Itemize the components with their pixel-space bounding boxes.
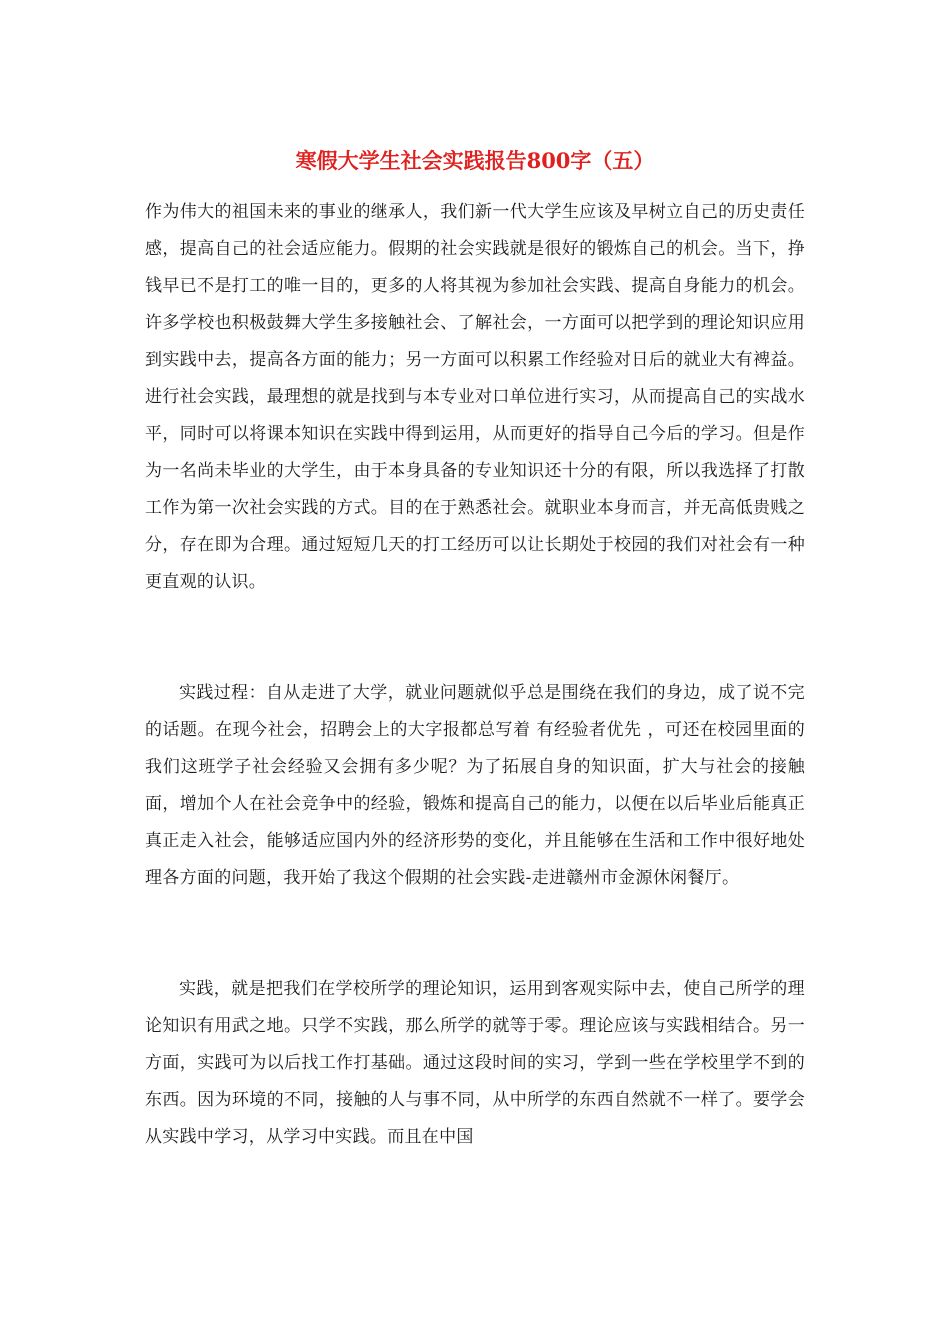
paragraph-gap bbox=[145, 601, 805, 675]
paragraph-practice-process: 实践过程：自从走进了大学，就业问题就似乎总是围绕在我们的身边，成了说不完的话题。在现今社会，招聘会上的大字报都总写着 有经验者优先 ，可还在校园里面的我们这班学子社会经验又会拥有多少呢？为了拓展自身的知识面，扩大与社会的接触面，增加个人在社会竞争中的经验，锻炼和提高自己的能力，以便在以后毕业后能真正真正走入社会，能够适应国内外的经济形势的变化，并且能够在生活和工作中很好地处理各方面的问题，我开始了我这个假期的社会实践-走进赣州市金源休闲餐厅。 bbox=[145, 683, 805, 888]
paragraph-practice-meaning: 实践，就是把我们在学校所学的理论知识，运用到客观实际中去，使自己所学的理论知识有用武之地。只学不实践，那么所学的就等于零。理论应该与实践相结合。另一方面，实践可为以后找工作打基础。通过这段时间的实习，学到一些在学校里学不到的东西。因为环境的不同，接触的人与事不同，从中所学的东西自然就不一样了。要学会从实践中学习，从学习中实践。而且在中国 bbox=[145, 979, 805, 1147]
document-body bbox=[145, 194, 805, 1156]
paragraph-intro: 作为伟大的祖国未来的事业的继承人，我们新一代大学生应该及早树立自己的历史责任感，提高自己的社会适应能力。假期的社会实践就是很好的锻炼自己的机会。当下，挣钱早已不是打工的唯一目的，更多的人将其视为参加社会实践、提高自身能力的机会。许多学校也积极鼓舞大学生多接触社会、了解社会，一方面可以把学到的理论知识应用到实践中去，提高各方面的能力；另一方面可以积累工作经验对日后的就业大有裨益。进行社会实践，最理想的就是找到与本专业对口单位进行实习，从而提高自己的实战水平，同时可以将课本知识在实践中得到运用，从而更好的指导自己今后的学习。但是作为一名尚未毕业的大学生，由于本身具备的专业知识还十分的有限，所以我选择了打散工作为第一次社会实践的方式。目的在于熟悉社会。就职业本身而言，并无高低贵贱之分，存在即为合理。通过短短几天的打工经历可以让长期处于校园的我们对社会有一种更直观的认识。 bbox=[145, 202, 805, 592]
document-title: 寒假大学生社会实践报告800字（五） bbox=[295, 148, 655, 173]
paragraph-gap bbox=[145, 897, 805, 971]
